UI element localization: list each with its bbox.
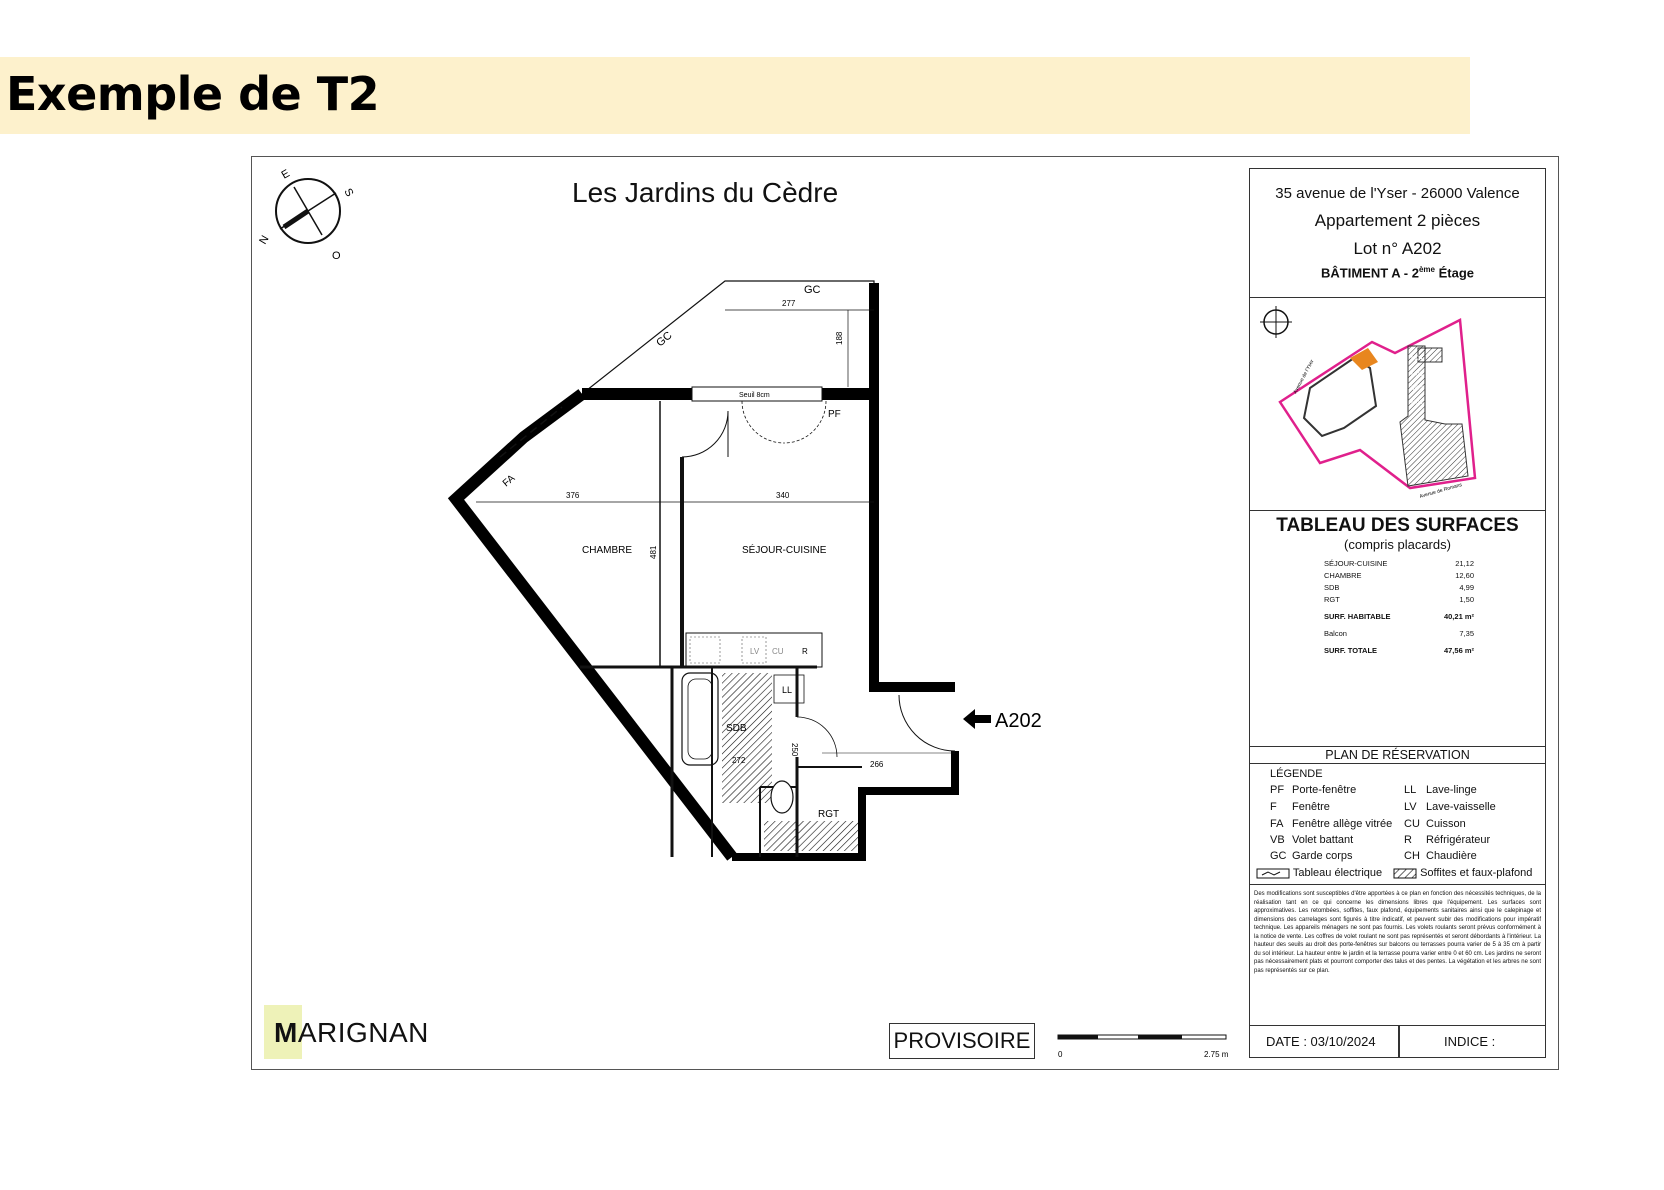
legend-item: LL Lave-linge [1404, 784, 1477, 796]
footer [1250, 1025, 1545, 1058]
soffites-hatch-icon [1393, 868, 1417, 879]
label-seuil: Seuil 8cm [739, 392, 770, 399]
room-sdb: SDB [726, 723, 747, 734]
surface-row: CHAMBRE 12,60 [1324, 571, 1474, 580]
tableau-electrique-icon [1256, 868, 1290, 879]
entry-arrow-icon [963, 709, 991, 729]
dim-272: 272 [732, 756, 746, 765]
room-rgt: RGT [818, 809, 840, 820]
site-map [1250, 298, 1545, 511]
surfaces-subtitle: (compris placards) [1344, 537, 1451, 552]
marignan-logo [264, 1005, 434, 1059]
floor-plan-sheet [251, 156, 1559, 1070]
page-title: Exemple de T2 [6, 67, 380, 121]
dim-188: 188 [835, 331, 844, 345]
entry-label: A202 [995, 710, 1042, 732]
compass-e: E [279, 167, 292, 182]
label-pf: PF [828, 409, 841, 420]
legend-item: LV Lave-vaisselle [1404, 801, 1496, 813]
building-floor: BÂTIMENT A - 2ème Étage [1320, 265, 1474, 281]
label-ll: LL [782, 685, 793, 695]
dim-266: 266 [870, 760, 884, 769]
dim-376: 376 [566, 491, 580, 500]
legend-item: CH Chaudière [1404, 850, 1477, 862]
surface-row-totale: SURF. TOTALE 47,56 m² [1324, 646, 1474, 655]
disclaimer: Des modifications sont susceptibles d'être apportées à ce plan en fonction des nécessités techniques, de la réalisation tant en ce qui concerne les dimensions libres que l'équipement. Les surfaces sont approximatives. Les retombées, soffites, faux plafond, équipements sanitaires ainsi que le calepinage et dimensions des carrelages sont figurés à titre indicatif, et peuvent subir des modifications pour impératif technique. Les appareils ménagers ne sont pas fournis. Les volets roulants seront prévus conformément à la notice de vente. Les coffres de volet roulant ne sont pas représentés et seront débordants à l'intérieur. La hauteur des seuils au droit des porte-fenêtres sur balcons ou terrasses pourra varier de 5 à 35 cm à partir du sol intérieur. La hauteur entre le jardin et la terrasse pourra varier entre 0 et 60 cm. Les jardins ne seront pas nécessairement plats et pourront comporter des talus et des pentes. La végétation et les arbres ne sont pas représentés sur ce plan. [1254, 891, 1541, 974]
legend-item: CU Cuisson [1404, 818, 1466, 830]
provisoire-stamp: PROVISOIRE [889, 1023, 1035, 1059]
surfaces-table [1250, 511, 1545, 747]
logo-rest: ARIGNAN [297, 1017, 429, 1048]
label-lv: LV [750, 647, 760, 656]
legend [1250, 764, 1545, 885]
legend-item: GC Garde corps [1270, 850, 1353, 862]
compass-icon [257, 165, 356, 262]
street-romans: Avenue de Romans [1418, 482, 1463, 500]
title-banner [0, 57, 1470, 134]
logo-m: M [274, 1017, 298, 1048]
reservation-heading: PLAN DE RÉSERVATION [1250, 747, 1545, 764]
legend-item: PF Porte-fenêtre [1270, 784, 1357, 796]
title-block [1249, 168, 1546, 1058]
apartment-plan [442, 277, 1082, 897]
dim-340: 340 [776, 491, 790, 500]
surface-row: RGT 1,50 [1324, 595, 1474, 604]
legend-item-tableau: Tableau électrique [1256, 867, 1382, 879]
surface-row: SÉJOUR-CUISINE 21,12 [1324, 559, 1474, 568]
apartment-type: Appartement 2 pièces [1314, 211, 1481, 230]
date: DATE : 03/10/2024 [1266, 1034, 1376, 1049]
label-gc-top: GC [804, 284, 821, 296]
legend-header: LÉGENDE [1270, 768, 1323, 780]
scale-bar [1054, 1027, 1234, 1067]
room-sejour-cuisine: SÉJOUR-CUISINE [742, 545, 827, 556]
surface-row: SDB 4,99 [1324, 583, 1474, 592]
dim-481: 481 [649, 545, 658, 559]
legend-item: VB Volet battant [1270, 834, 1354, 846]
label-gc-diag: GC [654, 329, 675, 350]
street-yser: Avenue de l'Yser [1292, 358, 1316, 395]
surfaces-title: TABLEAU DES SURFACES [1276, 515, 1519, 536]
scale-start: 0 [1058, 1050, 1063, 1059]
dim-277: 277 [782, 299, 796, 308]
label-r: R [802, 647, 808, 656]
site-m03: M03 [1411, 372, 1423, 378]
plan-title: Les Jardins du Cèdre [572, 177, 839, 208]
address: 35 avenue de l'Yser - 26000 Valence [1275, 185, 1520, 202]
site-m01: M01 [1411, 400, 1423, 406]
room-chambre: CHAMBRE [582, 545, 633, 556]
dim-250: 250 [790, 743, 799, 757]
compass-s: S [341, 186, 356, 199]
legend-item: FA Fenêtre allège vitrée [1270, 818, 1393, 830]
scale-end: 2.75 m [1204, 1050, 1229, 1059]
legend-item: F Fenêtre [1270, 801, 1330, 813]
surface-row: Balcon 7,35 [1324, 629, 1474, 638]
compass-n: N [257, 233, 272, 247]
project-info [1250, 169, 1545, 298]
indice: INDICE : [1444, 1034, 1496, 1049]
site-m04: M04 [1411, 356, 1423, 362]
legend-item: R Réfrigérateur [1404, 834, 1491, 846]
lot-number: Lot n° A202 [1353, 239, 1442, 258]
site-m02: M02 [1411, 386, 1423, 392]
compass-o: O [332, 250, 341, 262]
label-cu: CU [772, 647, 784, 656]
surface-row-habitable: SURF. HABITABLE 40,21 m² [1324, 612, 1474, 621]
legend-item-soffites: Soffites et faux-plafond [1393, 867, 1532, 879]
label-fa: FA [500, 473, 518, 490]
